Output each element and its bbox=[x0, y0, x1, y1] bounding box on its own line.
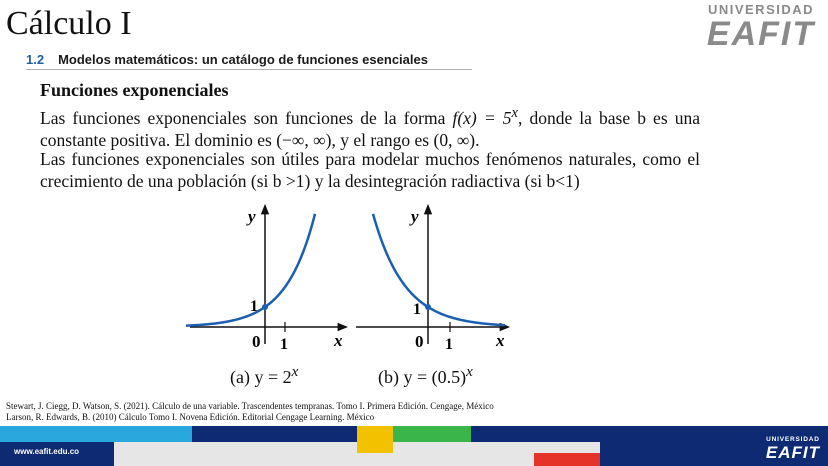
graph-a-intercept-point bbox=[262, 304, 268, 310]
references bbox=[6, 401, 494, 423]
content-heading: Funciones exponenciales bbox=[40, 80, 229, 100]
footer-url[interactable]: www.eafit.edu.co bbox=[14, 447, 80, 456]
graph-a-y-label: y bbox=[248, 207, 256, 226]
reference-item: Larson, R. Edwards, B. (2010) Cálculo Tomo I. Novena Edición. Editorial Cengage Learning. México bbox=[6, 412, 375, 422]
formula-exponent: x bbox=[511, 105, 518, 121]
graph-b-caption-exp: x bbox=[466, 364, 473, 380]
paragraph-applications: Las funciones exponenciales son útiles para modelar muchos fenómenos naturales, como el crecimiento de una población (si b >1) y la desintegración radiactiva (si b<1) bbox=[40, 149, 700, 191]
footer-logo-line1: UNIVERSIDAD bbox=[766, 436, 820, 443]
graph-b-y-label: y bbox=[411, 207, 419, 226]
graph-b-x-tick-label: 1 bbox=[445, 336, 453, 353]
footer-accent-red bbox=[534, 453, 600, 466]
paragraph-definition-after: , donde la base b es una constante positiva. El dominio es (−∞, ∞), y el rango es (0, ∞). bbox=[40, 107, 700, 150]
graph-b-y-tick-label: 1 bbox=[413, 301, 421, 318]
graph-b-caption-text: (b) y = (0.5) bbox=[378, 367, 467, 387]
graph-b-caption bbox=[378, 364, 473, 388]
graph-b-origin: 0 bbox=[415, 332, 424, 351]
graph-b-intercept-point bbox=[425, 304, 431, 310]
graph-b-x-label: x bbox=[496, 331, 505, 350]
footer-logo bbox=[766, 436, 820, 461]
footer-accent-cyan bbox=[0, 426, 192, 442]
formula: f(x) = 5 bbox=[452, 107, 512, 128]
graph-a-x-tick-label: 1 bbox=[280, 336, 288, 353]
footer-accent-yellow bbox=[357, 426, 393, 453]
graph-b-curve bbox=[373, 214, 505, 325]
slide-title: Cálculo I bbox=[6, 5, 132, 42]
graphs-svg bbox=[186, 196, 516, 392]
section-number: 1.2 bbox=[26, 52, 45, 67]
reference-item: Stewart, J. Ciegg, D. Watson, S. (2021). Cálculo de una variable. Trascendentes tempranas. Tomo I. Primera Edición. Cengage, México bbox=[6, 401, 494, 411]
logo-line1: UNIVERSIDAD bbox=[707, 2, 815, 17]
footer-logo-line2: EAFIT bbox=[765, 443, 820, 462]
graph-a-x-label: x bbox=[334, 331, 343, 350]
section-header bbox=[26, 52, 472, 70]
exponential-figure bbox=[186, 196, 516, 392]
graph-a-y-tick-label: 1 bbox=[250, 298, 258, 315]
graph-a-origin: 0 bbox=[252, 332, 261, 351]
graph-a-caption bbox=[230, 364, 298, 388]
graph-a-caption-exp: x bbox=[291, 364, 299, 380]
logo-line2: EAFIT bbox=[706, 15, 816, 53]
paragraph-definition-before: Las funciones exponenciales son funciones de la forma bbox=[40, 107, 453, 128]
graph-a-caption-text: (a) y = 2 bbox=[230, 367, 292, 387]
paragraph-definition bbox=[40, 102, 700, 151]
eafit-logo bbox=[698, 2, 824, 51]
footer-accent-green bbox=[393, 426, 471, 442]
section-text: Modelos matemáticos: un catálogo de funciones esenciales bbox=[58, 52, 428, 67]
